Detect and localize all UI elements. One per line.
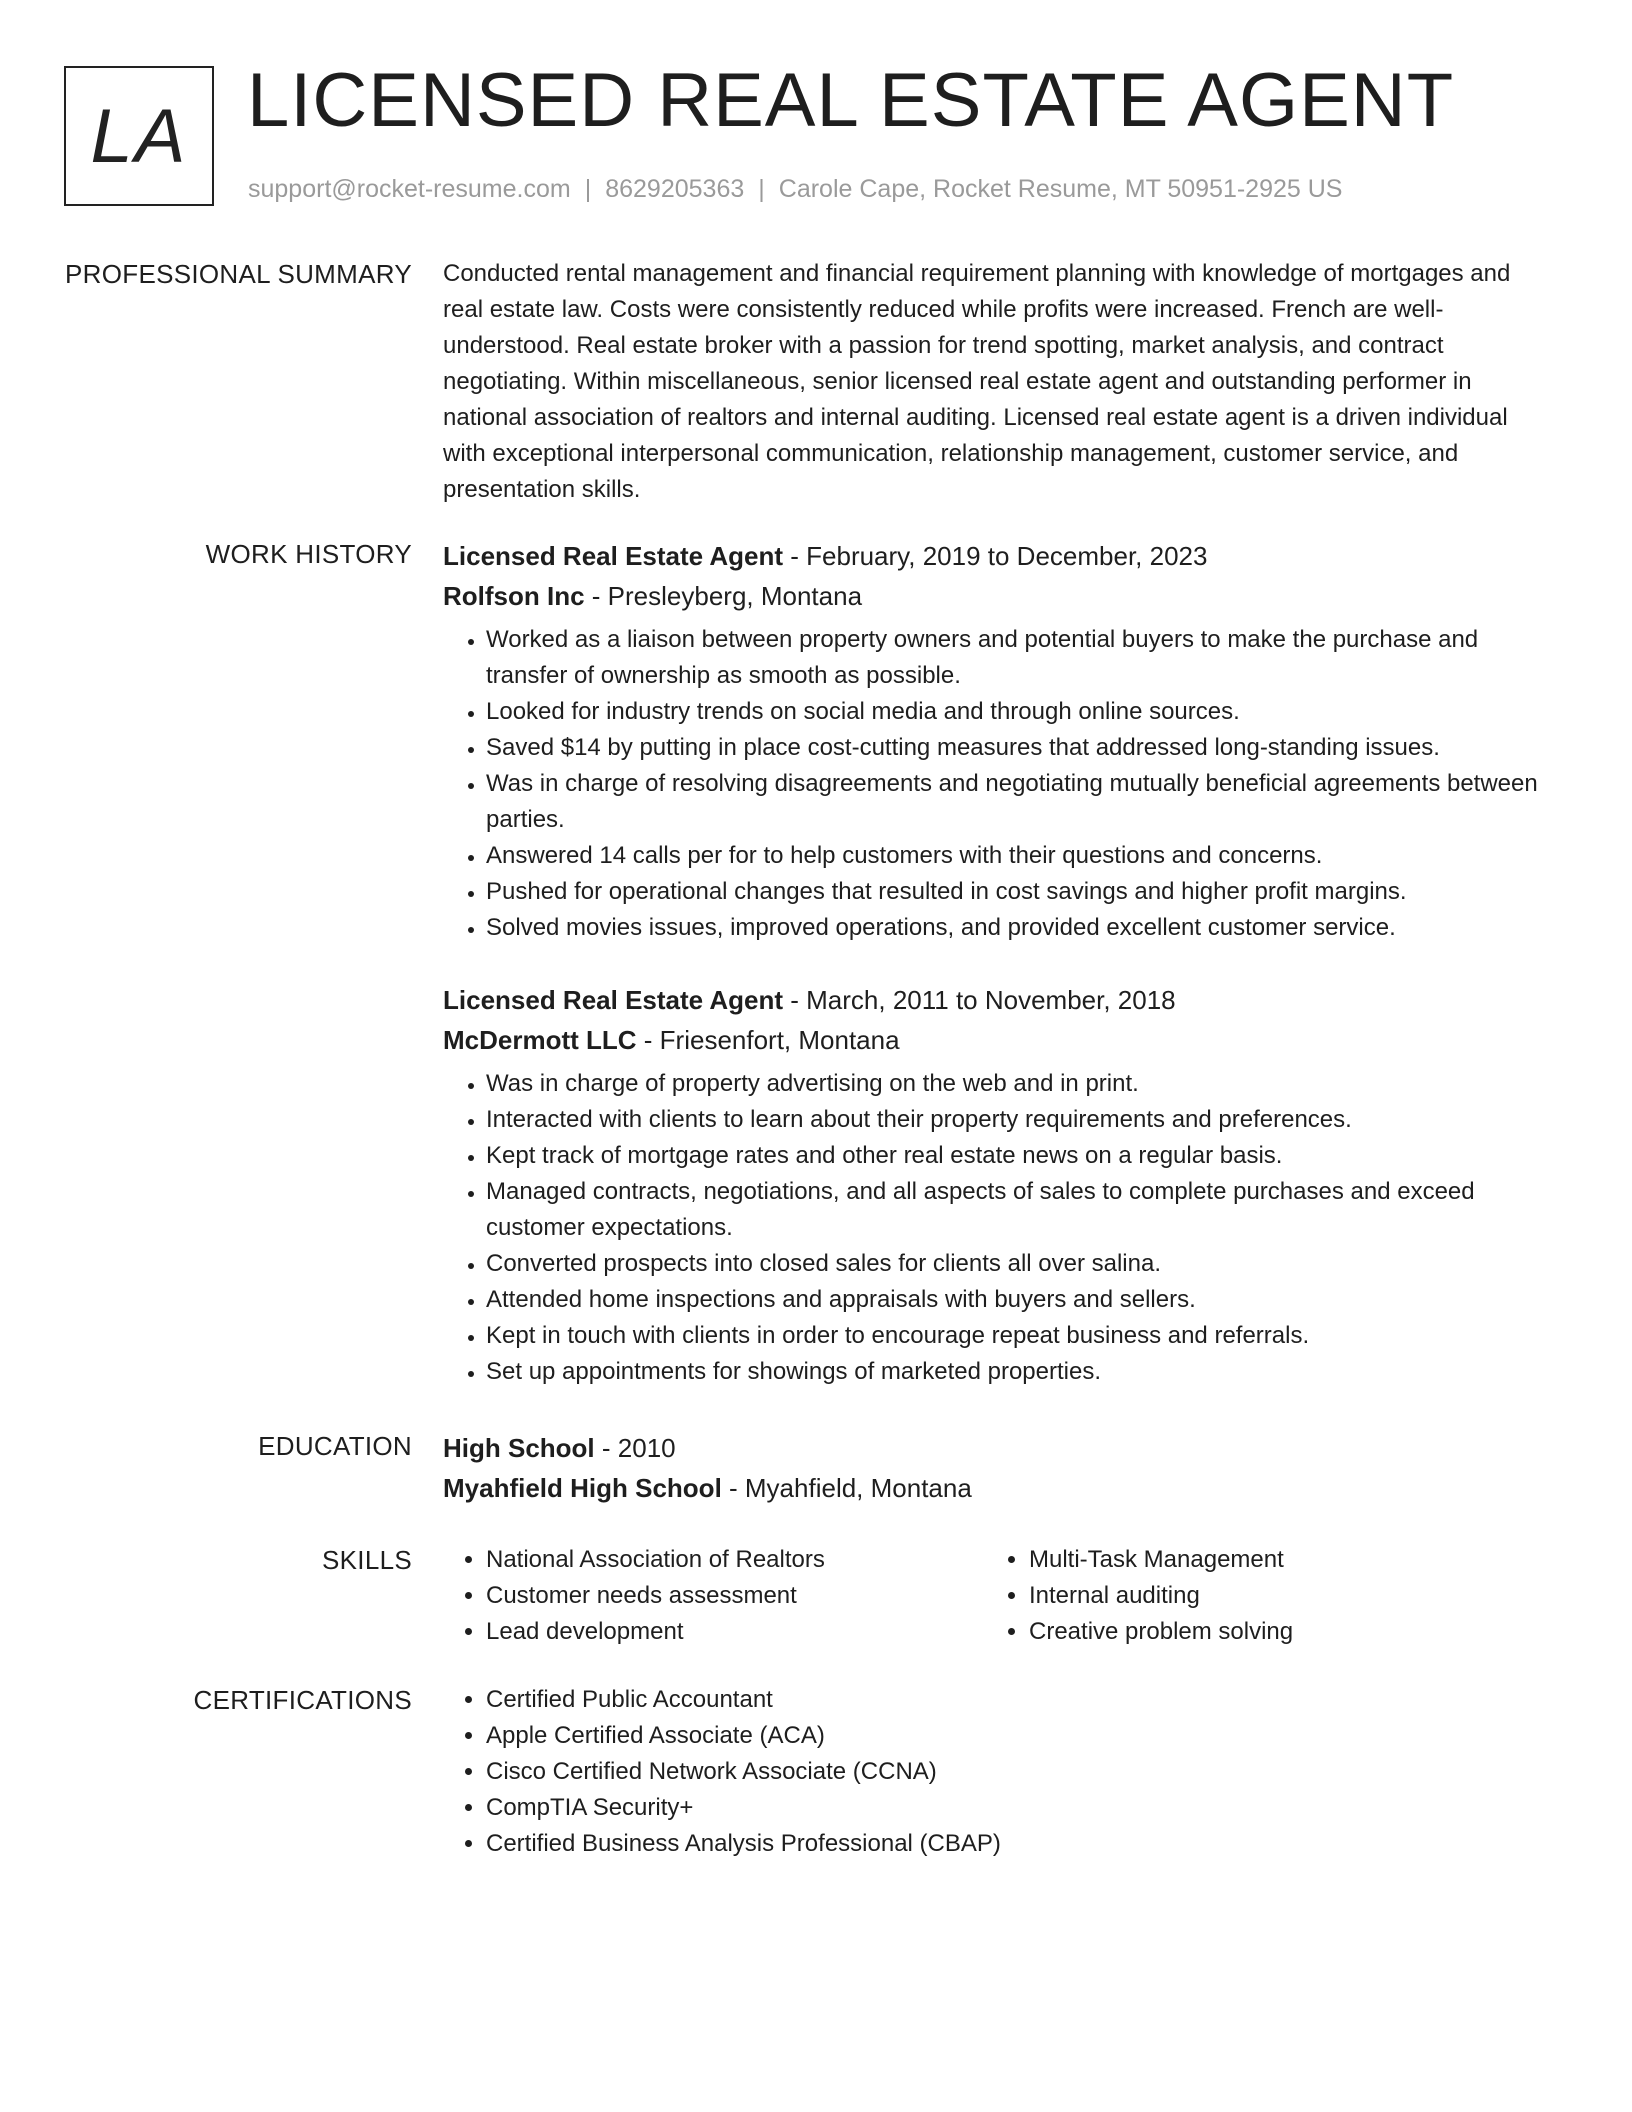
list-item: • CompTIA Security+: [486, 1790, 1553, 1826]
contact-separator: |: [584, 175, 592, 203]
certifications-list: [443, 1682, 1553, 1862]
job-company: McDermott LLC: [443, 1025, 637, 1055]
section-body: [443, 256, 1553, 508]
job-bullets: [443, 622, 1553, 946]
section-label: SKILLS: [322, 1545, 412, 1575]
job-company-line: [443, 576, 1553, 616]
list-item: • Solved movies issues, improved operations, and provided excellent customer service.: [486, 910, 1553, 946]
list-item: • Multi-Task Management: [1029, 1542, 1529, 1578]
contact-line: [248, 172, 1342, 206]
summary-text: Conducted rental management and financial requirement planning with knowledge of mortgages and real estate law. Costs were consistently reduced while profits were increased. French are well-understood. Real estate broker with a passion for trend spotting, market analysis, and contract negotiating. Within miscellaneous, senior licensed real estate agent and outstanding performer in national association of realtors and internal auditing. Licensed real estate agent is a driven individual with exceptional interpersonal communication, relationship management, customer service, and presentation skills.: [443, 260, 1511, 503]
section-body: [443, 1542, 1553, 1650]
monogram-text: LA: [90, 93, 188, 179]
list-item: • Saved $14 by putting in place cost-cutting measures that addressed long-standing issues.: [486, 730, 1553, 766]
list-item: • Set up appointments for showings of marketed properties.: [486, 1354, 1553, 1390]
list-item: • Interacted with clients to learn about their property requirements and preferences.: [486, 1102, 1553, 1138]
job-title-line: [443, 980, 1553, 1020]
contact-separator: |: [758, 175, 765, 203]
list-item: • Certified Business Analysis Professional (CBAP): [486, 1826, 1553, 1862]
section-body: [443, 1428, 1553, 1508]
list-item: • Converted prospects into closed sales for clients all over salina.: [486, 1246, 1553, 1282]
list-item: • Pushed for operational changes that resulted in cost savings and higher profit margins.: [486, 874, 1553, 910]
list-item: • Lead development: [486, 1614, 986, 1650]
education-school-line: [443, 1468, 1553, 1508]
page-title: LICENSED REAL ESTATE AGENT: [247, 58, 1455, 143]
contact-email: support@rocket-resume.com: [248, 175, 571, 203]
monogram-logo: [64, 66, 214, 206]
list-item: • Kept in touch with clients in order to encourage repeat business and referrals.: [486, 1318, 1553, 1354]
list-item: • Creative problem solving: [1029, 1614, 1529, 1650]
list-item: • Worked as a liaison between property owners and potential buyers to make the purchase and transfer of ownership as smooth as possible.: [486, 622, 1553, 694]
contact-address: Carole Cape, Rocket Resume, MT 50951-2925 US: [778, 175, 1343, 203]
list-item: • Looked for industry trends on social media and through online sources.: [486, 694, 1553, 730]
list-item: • Was in charge of resolving disagreements and negotiating mutually beneficial agreements between parties.: [486, 766, 1553, 838]
list-item: • Apple Certified Associate (ACA): [486, 1718, 1553, 1754]
education-degree: High School: [443, 1433, 595, 1463]
education-degree-line: [443, 1428, 1553, 1468]
section-label: WORK HISTORY: [205, 539, 412, 569]
list-item: • Certified Public Accountant: [486, 1682, 1553, 1718]
section-label: PROFESSIONAL SUMMARY: [65, 259, 412, 289]
job-company-line: [443, 1020, 1553, 1060]
list-item: • Kept track of mortgage rates and other real estate news on a regular basis.: [486, 1138, 1553, 1174]
job-entry: [443, 980, 1553, 1390]
education-location: - Myahfield, Montana: [721, 1473, 972, 1503]
job-title: Licensed Real Estate Agent: [443, 985, 784, 1015]
section-body: [443, 1682, 1553, 1862]
job-entry: [443, 536, 1553, 946]
list-item: • Answered 14 calls per for to help customers with their questions and concerns.: [486, 838, 1553, 874]
section-label: CERTIFICATIONS: [193, 1685, 412, 1715]
list-item: • Cisco Certified Network Associate (CCNA): [486, 1754, 1553, 1790]
list-item: • Internal auditing: [1029, 1578, 1529, 1614]
section-body: [443, 536, 1553, 1390]
education-school: Myahfield High School: [443, 1473, 722, 1503]
job-bullets: [443, 1066, 1553, 1390]
list-item: • Customer needs assessment: [486, 1578, 986, 1614]
contact-phone: 8629205363: [605, 175, 745, 203]
job-title: Licensed Real Estate Agent: [443, 541, 784, 571]
skills-list-left: [443, 1542, 986, 1650]
skills-list-right: [986, 1542, 1529, 1650]
job-company: Rolfson Inc: [443, 581, 585, 611]
list-item: • Attended home inspections and appraisals with buyers and sellers.: [486, 1282, 1553, 1318]
education-year: - 2010: [594, 1433, 676, 1463]
job-location: - Friesenfort, Montana: [636, 1025, 900, 1055]
list-item: • Was in charge of property advertising on the web and in print.: [486, 1066, 1553, 1102]
section-label: EDUCATION: [258, 1431, 412, 1461]
job-dates: - February, 2019 to December, 2023: [783, 541, 1208, 571]
skills-columns: [443, 1542, 1553, 1650]
job-location: - Presleyberg, Montana: [584, 581, 863, 611]
job-title-line: [443, 536, 1553, 576]
list-item: • Managed contracts, negotiations, and all aspects of sales to complete purchases and exceed customer expectations.: [486, 1174, 1553, 1246]
job-dates: - March, 2011 to November, 2018: [783, 985, 1176, 1015]
list-item: • National Association of Realtors: [486, 1542, 986, 1578]
